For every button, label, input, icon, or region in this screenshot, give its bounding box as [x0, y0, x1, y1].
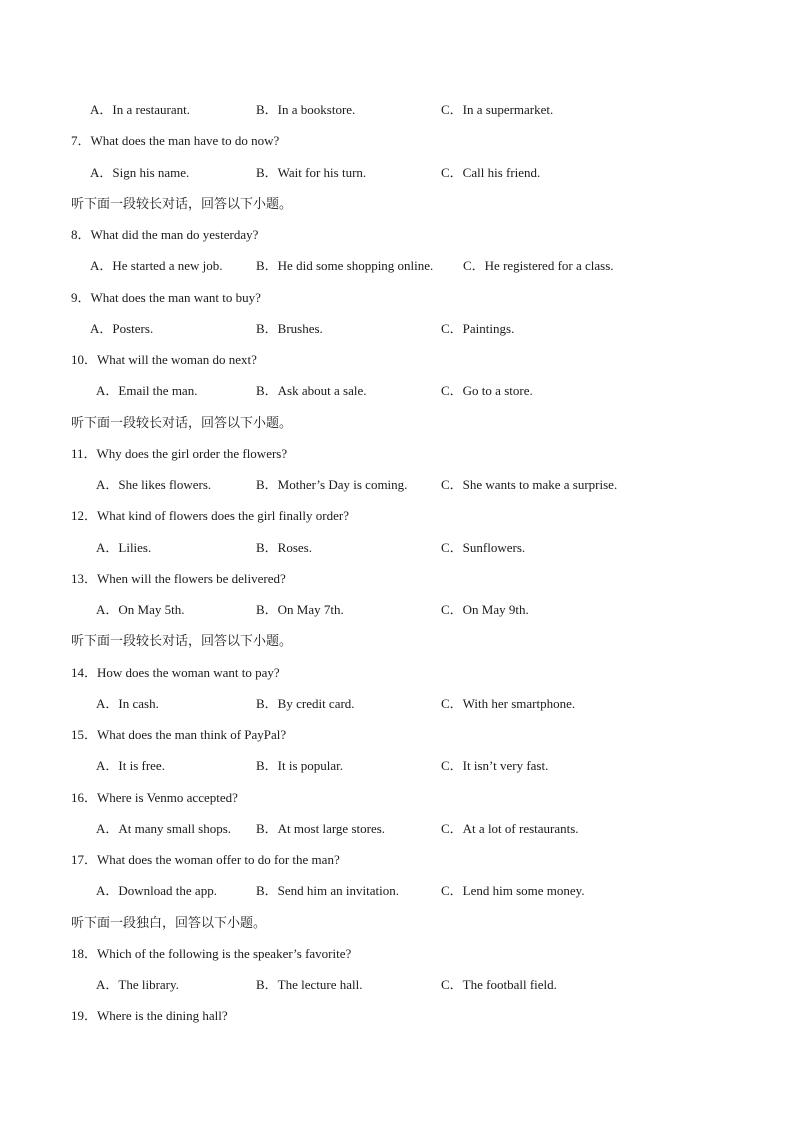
- options-row: [0, 381, 794, 401]
- answer-option-a: A．On May 5th.: [96, 602, 185, 617]
- answer-option-a: A．Sign his name.: [90, 164, 190, 180]
- answer-option-a: A．It is free.: [96, 758, 165, 774]
- options-row: [0, 819, 794, 839]
- answer-option-b: B．On May 7th.: [256, 602, 344, 617]
- answer-option-c: C．Paintings.: [441, 320, 515, 336]
- answer-option-c: C．Lend him some money.: [441, 883, 585, 899]
- answer-option-b: B．The lecture hall.: [256, 977, 363, 992]
- question-text: 12．What kind of flowers does the girl finally order?: [71, 508, 349, 524]
- answer-option-a: A．Lilies.: [96, 539, 152, 555]
- question-text: 13．When will the flowers be delivered?: [71, 570, 286, 586]
- answer-option-c: C．He registered for a class.: [463, 258, 614, 274]
- question-text: 8．What did the man do yesterday?: [71, 227, 259, 242]
- answer-option-a: A．He started a new job.: [90, 258, 223, 274]
- answer-option-a: A．She likes flowers.: [96, 477, 212, 492]
- answer-option-a: A．Posters.: [90, 320, 154, 336]
- answer-option-b: B．Send him an invitation.: [256, 883, 399, 899]
- question-text: 7．What does the man have to do now?: [71, 133, 280, 149]
- answer-option-b: B．Mother’s Day is coming.: [256, 477, 408, 492]
- answer-option-a: A．The library.: [96, 977, 179, 992]
- section-instruction: 听下面一段独白，回答以下小题。: [71, 914, 267, 930]
- question-text: 9．What does the man want to buy?: [71, 289, 261, 305]
- question-text: 18．Which of the following is the speaker’s favorite?: [71, 945, 352, 961]
- question-text: 17．What does the woman offer to do for the man?: [71, 852, 340, 867]
- answer-option-c: C．At a lot of restaurants.: [441, 820, 579, 836]
- answer-option-c: C．Sunflowers.: [441, 539, 526, 555]
- answer-option-a: A．In cash.: [96, 695, 159, 711]
- section-instruction: 听下面一段较长对话，回答以下小题。: [71, 633, 293, 649]
- section-instruction: 听下面一段较长对话，回答以下小题。: [71, 414, 293, 430]
- options-row: [0, 538, 794, 558]
- options-row: [0, 475, 794, 495]
- answer-option-c: C．Call his friend.: [441, 164, 541, 180]
- answer-option-c: C．The football field.: [441, 977, 557, 992]
- answer-option-c: C．On May 9th.: [441, 602, 529, 617]
- answer-option-c: C．She wants to make a surprise.: [441, 477, 618, 492]
- options-row: [0, 975, 794, 995]
- options-row: [0, 694, 794, 714]
- answer-option-a: A．Download the app.: [96, 883, 217, 899]
- answer-option-c: C．Go to a store.: [441, 383, 533, 399]
- options-row: [0, 163, 794, 183]
- answer-option-c: C．In a supermarket.: [441, 102, 554, 117]
- section-instruction: 听下面一段较长对话，回答以下小题。: [71, 195, 293, 211]
- question-text: 14．How does the woman want to pay?: [71, 664, 280, 680]
- options-row: [0, 100, 794, 120]
- answer-option-b: B．Wait for his turn.: [256, 164, 367, 180]
- answer-option-c: C．It isn’t very fast.: [441, 758, 549, 774]
- answer-option-b: B．At most large stores.: [256, 820, 386, 836]
- answer-option-b: B．He did some shopping online.: [256, 258, 434, 274]
- answer-option-a: A．In a restaurant.: [90, 102, 190, 117]
- options-row: [0, 256, 794, 276]
- answer-option-b: B．It is popular.: [256, 758, 344, 774]
- answer-option-a: A．At many small shops.: [96, 820, 232, 836]
- answer-option-c: C．With her smartphone.: [441, 695, 576, 711]
- question-text: 11．Why does the girl order the flowers?: [71, 445, 288, 461]
- answer-option-a: A．Email the man.: [96, 383, 198, 399]
- question-text: 19．Where is the dining hall?: [71, 1008, 228, 1024]
- answer-option-b: B．Ask about a sale.: [256, 383, 367, 399]
- question-text: 10．What will the woman do next?: [71, 352, 257, 367]
- answer-option-b: B．Brushes.: [256, 320, 323, 336]
- options-row: [0, 881, 794, 901]
- question-text: 15．What does the man think of PayPal?: [71, 727, 287, 742]
- options-row: [0, 319, 794, 339]
- question-text: 16．Where is Venmo accepted?: [71, 789, 238, 805]
- options-row: [0, 600, 794, 620]
- options-row: [0, 756, 794, 776]
- answer-option-b: B．In a bookstore.: [256, 102, 356, 117]
- answer-option-b: B．By credit card.: [256, 695, 355, 711]
- answer-option-b: B．Roses.: [256, 539, 312, 555]
